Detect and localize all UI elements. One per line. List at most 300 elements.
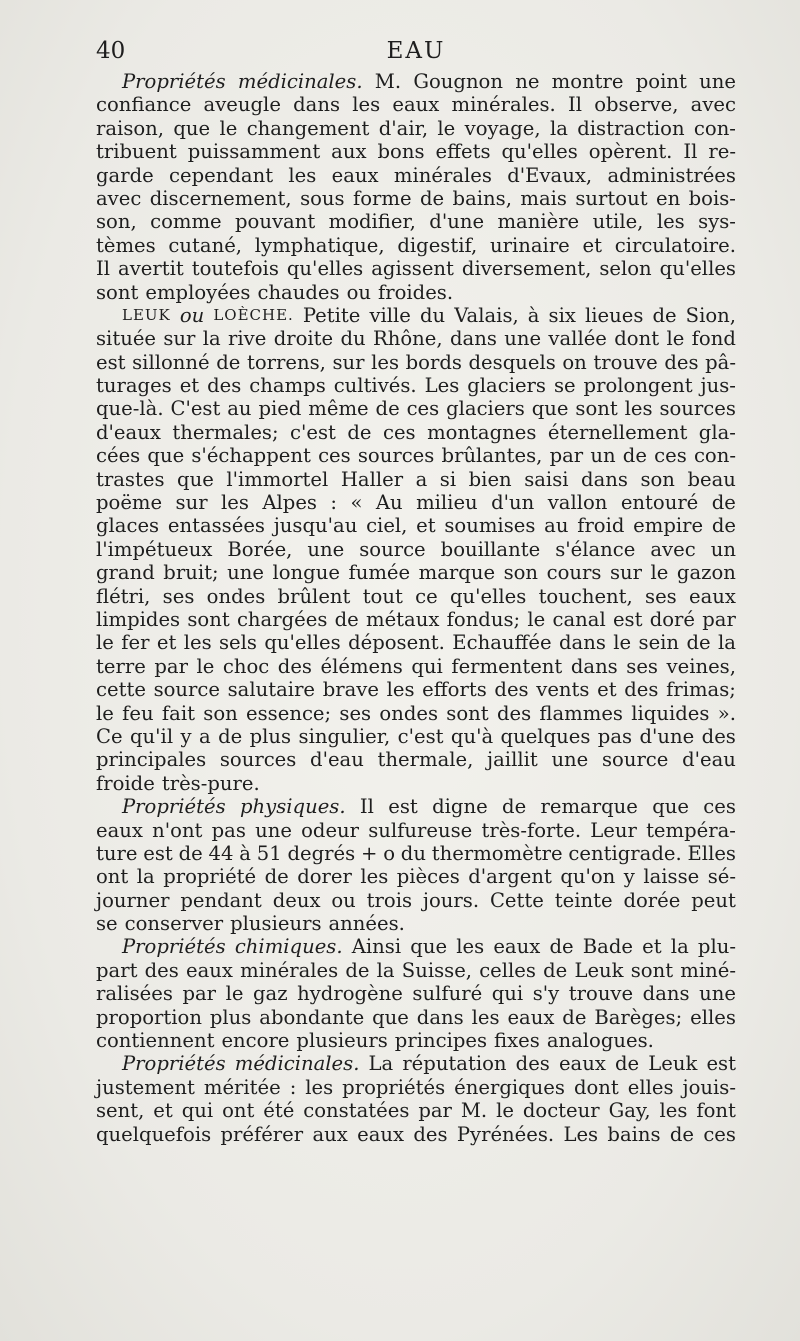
word: propriétés — [342, 1075, 446, 1099]
word: brûlent — [277, 584, 351, 608]
word: singulier, — [298, 724, 391, 748]
word: des — [413, 1122, 448, 1146]
word: Haller — [340, 467, 404, 491]
word: à — [239, 841, 251, 865]
word: canal — [552, 607, 606, 631]
word: manière — [497, 210, 580, 234]
word: vallon — [547, 491, 608, 515]
word: sont — [630, 958, 674, 982]
text-line — [96, 842, 736, 865]
word: est — [143, 841, 173, 865]
word: milieu — [416, 491, 478, 515]
word: ces — [382, 420, 416, 444]
word: Borée, — [227, 537, 293, 561]
word: même — [308, 397, 369, 421]
word: éternellement — [547, 420, 688, 444]
word: dans — [416, 1005, 464, 1029]
text-line — [96, 585, 736, 608]
word: chimiques. — [234, 935, 343, 959]
word: par — [549, 444, 584, 468]
word: la — [376, 958, 395, 982]
word: la — [136, 865, 155, 889]
word: des — [701, 724, 736, 748]
word: principales — [96, 748, 207, 772]
word: eaux — [96, 818, 143, 842]
text-line — [96, 117, 736, 140]
word: cependant — [169, 163, 274, 187]
word: de — [615, 1052, 640, 1076]
word: Echauffée — [452, 631, 552, 655]
word: jus- — [700, 374, 736, 398]
word: métaux — [366, 607, 440, 631]
word: aveugle — [203, 93, 281, 117]
word: pouvant — [235, 210, 316, 234]
word: des — [207, 374, 242, 398]
word: sources — [357, 444, 435, 468]
word: qu'on — [560, 865, 616, 889]
text-line — [96, 725, 736, 748]
text-line — [96, 608, 736, 631]
word: source — [601, 748, 669, 772]
word: degrés — [287, 841, 356, 865]
word: tout — [362, 584, 403, 608]
word: une — [699, 70, 736, 93]
word: jours. — [422, 888, 480, 912]
word: les — [371, 350, 400, 374]
word: qu'elles — [449, 584, 527, 608]
word: : — [289, 1075, 297, 1099]
word: terre — [96, 654, 146, 678]
word: très-pure. — [161, 771, 260, 795]
word: point — [635, 70, 687, 93]
word: le — [96, 701, 114, 725]
word: d'eaux — [96, 420, 161, 444]
word: remarque — [540, 795, 638, 819]
word: poëme — [96, 491, 163, 515]
word: médicinales. — [234, 1052, 360, 1076]
word: dans — [293, 93, 341, 117]
word: circulatoire. — [614, 233, 736, 257]
word: située — [96, 327, 157, 351]
word: champs — [249, 374, 326, 398]
word: qu'il — [130, 724, 174, 748]
word: sys- — [698, 210, 736, 234]
word: source — [153, 678, 220, 702]
word: La — [368, 1052, 394, 1076]
word: on — [562, 350, 587, 374]
word: de — [216, 350, 241, 374]
word: de — [543, 958, 568, 982]
text-line — [96, 491, 736, 514]
word: veines, — [666, 654, 736, 678]
word: ces — [654, 444, 687, 468]
word: gazon — [676, 561, 736, 585]
word: frimas; — [666, 678, 736, 702]
word: utile, — [592, 210, 644, 234]
text-line — [96, 234, 736, 257]
text-line — [96, 865, 736, 888]
word: sur — [175, 491, 208, 515]
word: Petite — [302, 303, 361, 327]
word: odeur — [301, 818, 360, 842]
word: LOÈCHE. — [213, 305, 294, 324]
word: « — [350, 491, 363, 515]
text-line — [96, 140, 736, 163]
word: salutaire — [227, 678, 316, 702]
word: dont — [573, 1075, 619, 1099]
word: froide — [96, 771, 155, 795]
word: les — [360, 865, 389, 889]
body-text — [96, 70, 736, 1146]
text-line — [96, 351, 736, 374]
word: longue — [272, 561, 340, 585]
word: bains, — [452, 186, 512, 210]
word: des — [144, 958, 179, 982]
word: minérales — [393, 163, 492, 187]
text-line — [96, 538, 736, 561]
word: Leuk — [574, 958, 624, 982]
word: le — [650, 561, 669, 585]
word: grand — [96, 561, 155, 585]
word: à — [527, 303, 540, 327]
text-line — [96, 444, 736, 467]
text-line — [96, 795, 736, 818]
word: de — [686, 631, 711, 655]
word: une — [699, 982, 736, 1006]
word: est — [96, 350, 126, 374]
word: docteur — [522, 1099, 600, 1123]
word: elles — [690, 1005, 736, 1029]
word: essence; — [246, 701, 332, 725]
word: de — [549, 935, 574, 959]
text-line — [96, 678, 736, 701]
word: de — [178, 841, 203, 865]
word: font — [696, 1099, 736, 1123]
word: la — [549, 116, 568, 140]
word: élémens — [320, 654, 403, 678]
text-line — [96, 982, 736, 1005]
word: sources — [219, 748, 297, 772]
word: Propriétés — [122, 795, 226, 819]
word: Ce — [96, 724, 123, 748]
word: bois- — [688, 186, 736, 210]
word: prolongent — [583, 374, 693, 398]
word: puissamment — [187, 140, 321, 164]
word: une — [255, 818, 292, 842]
word: les — [352, 93, 381, 117]
word: toutefois — [191, 257, 279, 281]
word: plu- — [697, 935, 736, 959]
word: une — [504, 327, 542, 351]
word: desquels — [468, 350, 556, 374]
word: dans — [581, 467, 628, 491]
word: brûlantes, — [441, 444, 543, 468]
word: gla- — [698, 420, 736, 444]
word: froides. — [377, 280, 454, 304]
word: Propriétés — [122, 1052, 226, 1076]
word: fermentent — [451, 654, 563, 678]
word: Sion, — [685, 303, 736, 327]
word: le — [613, 631, 632, 655]
word: sulfureuse — [368, 818, 473, 842]
word: le — [437, 116, 456, 140]
word: bords — [405, 350, 462, 374]
word: les — [305, 1075, 334, 1099]
word: empire — [633, 514, 704, 538]
word: les — [221, 491, 249, 515]
word: que-là. — [96, 397, 164, 421]
word: surtout — [575, 186, 648, 210]
word: et — [642, 935, 662, 959]
word: tribuent — [96, 140, 177, 164]
word: les — [183, 631, 212, 655]
word: pâ- — [705, 350, 736, 374]
word: eaux — [507, 1005, 555, 1029]
word: Elles — [687, 841, 736, 865]
word: les — [386, 678, 415, 702]
word: sent, — [96, 1099, 145, 1123]
word: pas — [597, 724, 633, 748]
word: ville — [369, 303, 411, 327]
text-line — [96, 912, 736, 935]
word: de — [218, 724, 243, 748]
word: est — [612, 607, 643, 631]
word: eaux — [331, 163, 379, 187]
word: qui — [411, 654, 443, 678]
word: 44 — [208, 841, 234, 865]
word: part — [96, 958, 138, 982]
word: Les — [563, 1122, 599, 1146]
word: le — [96, 631, 114, 655]
word: que — [173, 116, 211, 140]
word: Les — [424, 374, 460, 398]
word: ont — [222, 1099, 255, 1123]
word: miné- — [680, 958, 736, 982]
word: dans — [570, 654, 618, 678]
word: dans — [642, 982, 690, 1006]
word: le — [219, 116, 238, 140]
word: fond — [691, 327, 736, 351]
word: le — [225, 982, 244, 1006]
word: thermales; — [172, 420, 279, 444]
text-line — [96, 1123, 736, 1146]
word: chargées — [236, 607, 328, 631]
word: eaux — [186, 958, 233, 982]
word: ou — [179, 303, 205, 327]
word: cours — [546, 561, 602, 585]
word: si — [439, 467, 457, 491]
word: les — [659, 1099, 688, 1123]
word: peut — [691, 888, 736, 912]
word: deux — [272, 888, 321, 912]
word: source — [359, 537, 426, 561]
word: lieues — [584, 303, 644, 327]
word: Valais, — [454, 303, 519, 327]
text-line — [96, 468, 736, 491]
word: : — [330, 491, 338, 515]
word: bouillante — [440, 537, 541, 561]
word: aux — [312, 1122, 348, 1146]
word: en — [655, 186, 681, 210]
word: bruit; — [163, 561, 219, 585]
word: tempéra- — [646, 818, 736, 842]
word: Il — [359, 795, 374, 819]
word: dans — [449, 327, 497, 351]
word: sont — [96, 280, 139, 304]
word: de — [562, 1005, 587, 1029]
text-line — [96, 187, 736, 210]
word: Cette — [489, 888, 544, 912]
word: hydrogène — [297, 982, 403, 1006]
word: voyage, — [464, 116, 541, 140]
word: comme — [150, 210, 222, 234]
word: une — [227, 561, 264, 585]
word: le — [666, 327, 685, 351]
word: jouis- — [682, 1075, 736, 1099]
word: avertit — [118, 257, 184, 281]
text-line — [96, 561, 736, 584]
word: diversement, — [461, 257, 592, 281]
word: thermomètre — [431, 841, 563, 865]
word: soumises — [444, 514, 536, 538]
word: flétri, — [96, 584, 151, 608]
word: conserver — [124, 912, 224, 936]
word: fumée — [348, 561, 411, 585]
word: trois — [366, 888, 413, 912]
word: sé- — [707, 865, 736, 889]
word: ces — [703, 1122, 736, 1146]
word: montre — [551, 70, 624, 93]
word: et — [416, 514, 436, 538]
word: plusieurs — [230, 912, 322, 936]
word: con- — [693, 444, 736, 468]
text-line — [96, 70, 736, 93]
word: feu — [122, 701, 154, 725]
word: une — [307, 537, 345, 561]
word: son — [203, 701, 238, 725]
word: 51 — [256, 841, 282, 865]
word: déposent. — [348, 631, 445, 655]
word: de — [420, 186, 445, 210]
word: qui — [491, 982, 524, 1006]
word: le — [496, 1099, 514, 1123]
word: par — [418, 1099, 452, 1123]
word: tèmes — [96, 233, 156, 257]
word: que — [652, 795, 689, 819]
word: sillonné — [132, 350, 210, 374]
word: l'immortel — [226, 467, 329, 491]
word: froid — [577, 514, 625, 538]
word: cutané, — [168, 233, 243, 257]
word: des — [277, 654, 312, 678]
word: le — [196, 654, 215, 678]
word: Suisse, — [401, 958, 473, 982]
word: fer — [121, 631, 150, 655]
word: très-forte. — [481, 818, 582, 842]
word: entouré — [620, 491, 699, 515]
word: discernement, — [149, 186, 292, 210]
word: jaillit — [487, 748, 538, 772]
text-line — [96, 959, 736, 982]
word: sur — [609, 561, 642, 585]
word: forme — [353, 186, 412, 210]
word: quelques — [500, 724, 591, 748]
word: propriété — [163, 865, 257, 889]
word: de — [669, 1122, 695, 1146]
word: turages — [96, 374, 172, 398]
word: y — [623, 865, 635, 889]
word: énergiques — [454, 1075, 565, 1099]
word: contiennent — [96, 1029, 215, 1053]
text-line — [96, 257, 736, 280]
word: opèrent. — [588, 140, 673, 164]
word: touchent, — [538, 584, 633, 608]
word: Il — [683, 140, 698, 164]
word: lymphatique, — [254, 233, 385, 257]
word: et — [179, 374, 200, 398]
page-header — [96, 38, 736, 68]
word: de — [264, 865, 289, 889]
word: Leuk — [648, 1052, 698, 1076]
word: ». — [717, 701, 736, 725]
word: au — [544, 514, 569, 538]
word: de — [334, 607, 359, 631]
word: de — [711, 491, 736, 515]
word: et — [156, 631, 177, 655]
word: par — [182, 982, 217, 1006]
word: vallée — [548, 327, 607, 351]
text-line — [96, 164, 736, 187]
word: observe, — [594, 93, 679, 117]
word: d'eau — [310, 748, 364, 772]
word: Pyrénées. — [456, 1122, 555, 1146]
word: plusieurs — [296, 1029, 388, 1053]
word: été — [263, 1099, 295, 1123]
word: Il — [567, 93, 582, 117]
word: des — [496, 701, 532, 725]
word: eaux — [357, 1122, 405, 1146]
word: que — [147, 444, 185, 468]
word: y — [180, 724, 192, 748]
word: eaux — [493, 935, 541, 959]
word: Propriétés — [122, 935, 226, 959]
word: d'une — [429, 210, 485, 234]
word: cées — [96, 444, 141, 468]
word: employées — [145, 280, 251, 304]
word: entassées — [167, 514, 265, 538]
word: est — [706, 1052, 736, 1076]
word: Gougnon — [413, 70, 503, 93]
word: centigrade. — [568, 841, 682, 865]
word: ou — [331, 888, 356, 912]
word: d'argent — [468, 865, 552, 889]
word: liquides — [631, 701, 710, 725]
word: gaz — [253, 982, 288, 1006]
word: justement — [96, 1075, 195, 1099]
word: sein — [638, 631, 680, 655]
running-head: EAU — [386, 38, 446, 64]
word: garde — [96, 163, 154, 187]
word: rive — [228, 327, 267, 351]
word: physiques. — [239, 795, 346, 819]
text-line — [96, 1076, 736, 1099]
word: du — [419, 303, 446, 327]
word: d'une — [639, 724, 695, 748]
text-line — [96, 1052, 736, 1075]
word: avec — [96, 186, 142, 210]
word: des — [494, 678, 529, 702]
word: trouve — [593, 350, 658, 374]
